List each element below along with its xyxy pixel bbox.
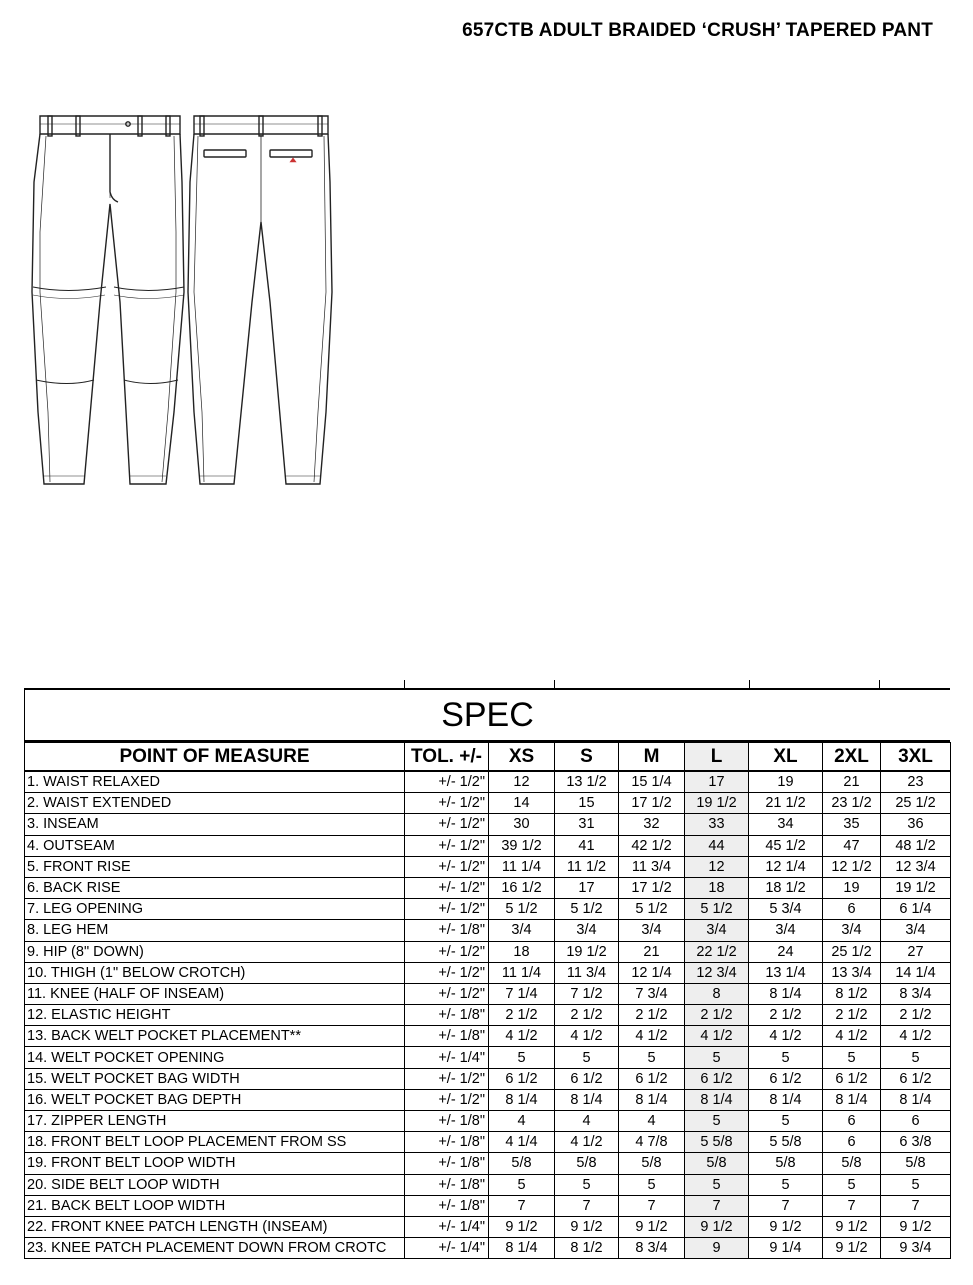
column-header: 3XL — [881, 743, 951, 772]
measure-name: 5. FRONT RISE — [25, 856, 405, 877]
size-value-cell: 34 — [749, 814, 823, 835]
size-value-cell: 5/8 — [823, 1153, 881, 1174]
size-value-cell: 5/8 — [619, 1153, 685, 1174]
size-value-cell: 15 — [555, 793, 619, 814]
size-value-cell: 6 1/2 — [619, 1068, 685, 1089]
size-value-cell: 9 1/2 — [749, 1216, 823, 1237]
size-value-cell: 5 3/4 — [749, 899, 823, 920]
size-value-cell: 5 — [555, 1047, 619, 1068]
rule-tick — [404, 680, 405, 688]
size-value-cell: 14 1/4 — [881, 962, 951, 983]
size-value-cell: 4 — [489, 1111, 555, 1132]
size-value-cell: 8 1/4 — [749, 983, 823, 1004]
measure-name: 22. FRONT KNEE PATCH LENGTH (INSEAM) — [25, 1216, 405, 1237]
size-value-cell: 9 1/2 — [881, 1216, 951, 1237]
size-value-cell: 4 1/4 — [489, 1132, 555, 1153]
size-value-cell: 12 1/4 — [619, 962, 685, 983]
table-row — [25, 983, 951, 1004]
size-value-cell: 17 1/2 — [619, 793, 685, 814]
size-value-cell: 9 1/2 — [619, 1216, 685, 1237]
size-value-cell: 24 — [749, 941, 823, 962]
tolerance-cell: +/- 1/8" — [405, 1195, 489, 1216]
column-header: XL — [749, 743, 823, 772]
table-row — [25, 1216, 951, 1237]
size-value-cell: 4 1/2 — [555, 1132, 619, 1153]
column-header: L — [685, 743, 749, 772]
tolerance-cell: +/- 1/2" — [405, 899, 489, 920]
size-value-cell: 17 1/2 — [619, 877, 685, 898]
size-value-cell: 12 — [489, 771, 555, 793]
size-value-cell: 4 1/2 — [749, 1026, 823, 1047]
table-row — [25, 1132, 951, 1153]
size-value-cell: 3/4 — [823, 920, 881, 941]
tolerance-cell: +/- 1/2" — [405, 941, 489, 962]
measure-name: 9. HIP (8" DOWN) — [25, 941, 405, 962]
size-value-cell: 17 — [685, 771, 749, 793]
size-value-cell: 9 1/2 — [823, 1216, 881, 1237]
table-row — [25, 962, 951, 983]
measure-name: 4. OUTSEAM — [25, 835, 405, 856]
size-value-cell: 27 — [881, 941, 951, 962]
size-value-cell: 9 — [685, 1238, 749, 1259]
size-value-cell: 3/4 — [489, 920, 555, 941]
tolerance-cell: +/- 1/2" — [405, 983, 489, 1004]
size-value-cell: 4 1/2 — [685, 1026, 749, 1047]
table-row — [25, 1068, 951, 1089]
size-value-cell: 45 1/2 — [749, 835, 823, 856]
size-value-cell: 8 1/4 — [555, 1089, 619, 1110]
size-value-cell: 5 — [749, 1111, 823, 1132]
size-value-cell: 2 1/2 — [489, 1005, 555, 1026]
table-row — [25, 793, 951, 814]
size-value-cell: 22 1/2 — [685, 941, 749, 962]
tolerance-cell: +/- 1/8" — [405, 1111, 489, 1132]
size-value-cell: 5 1/2 — [489, 899, 555, 920]
spec-table-section — [24, 680, 950, 1259]
size-value-cell: 8 1/4 — [685, 1089, 749, 1110]
measure-name: 3. INSEAM — [25, 814, 405, 835]
size-value-cell: 8 1/4 — [823, 1089, 881, 1110]
tolerance-cell: +/- 1/2" — [405, 835, 489, 856]
size-value-cell: 5 — [619, 1174, 685, 1195]
size-value-cell: 21 — [823, 771, 881, 793]
measure-name: 6. BACK RISE — [25, 877, 405, 898]
size-value-cell: 5 — [881, 1047, 951, 1068]
size-value-cell: 12 1/4 — [749, 856, 823, 877]
size-value-cell: 5/8 — [555, 1153, 619, 1174]
size-value-cell: 36 — [881, 814, 951, 835]
size-value-cell: 6 1/4 — [881, 899, 951, 920]
measure-name: 19. FRONT BELT LOOP WIDTH — [25, 1153, 405, 1174]
measure-name: 11. KNEE (HALF OF INSEAM) — [25, 983, 405, 1004]
size-value-cell: 4 1/2 — [619, 1026, 685, 1047]
document-title: 657CTB ADULT BRAIDED ‘CRUSH’ TAPERED PANT — [462, 20, 933, 41]
tolerance-cell: +/- 1/4" — [405, 1047, 489, 1068]
measure-name: 8. LEG HEM — [25, 920, 405, 941]
table-row — [25, 835, 951, 856]
tolerance-cell: +/- 1/2" — [405, 1068, 489, 1089]
size-value-cell: 11 1/2 — [555, 856, 619, 877]
size-value-cell: 8 1/2 — [823, 983, 881, 1004]
size-value-cell: 8 1/4 — [749, 1089, 823, 1110]
size-value-cell: 2 1/2 — [881, 1005, 951, 1026]
size-value-cell: 5/8 — [881, 1153, 951, 1174]
size-value-cell: 5 1/2 — [619, 899, 685, 920]
size-value-cell: 7 — [881, 1195, 951, 1216]
measure-name: 13. BACK WELT POCKET PLACEMENT** — [25, 1026, 405, 1047]
tolerance-cell: +/- 1/2" — [405, 1089, 489, 1110]
spec-heading: SPEC — [24, 690, 950, 742]
size-value-cell: 25 1/2 — [881, 793, 951, 814]
size-value-cell: 7 — [749, 1195, 823, 1216]
size-value-cell: 39 1/2 — [489, 835, 555, 856]
size-value-cell: 18 — [685, 877, 749, 898]
size-value-cell: 6 — [881, 1111, 951, 1132]
size-value-cell: 5 1/2 — [555, 899, 619, 920]
size-value-cell: 5/8 — [749, 1153, 823, 1174]
size-value-cell: 5 — [489, 1174, 555, 1195]
size-value-cell: 2 1/2 — [685, 1005, 749, 1026]
size-value-cell: 5 — [881, 1174, 951, 1195]
spec-table — [24, 742, 951, 1259]
size-value-cell: 9 1/2 — [823, 1238, 881, 1259]
spec-header-row — [25, 743, 951, 772]
size-value-cell: 11 3/4 — [619, 856, 685, 877]
tolerance-cell: +/- 1/2" — [405, 814, 489, 835]
tolerance-cell: +/- 1/2" — [405, 856, 489, 877]
size-value-cell: 5 5/8 — [685, 1132, 749, 1153]
tolerance-cell: +/- 1/8" — [405, 1153, 489, 1174]
column-header: M — [619, 743, 685, 772]
measure-name: 18. FRONT BELT LOOP PLACEMENT FROM SS — [25, 1132, 405, 1153]
table-row — [25, 1089, 951, 1110]
size-value-cell: 3/4 — [749, 920, 823, 941]
table-row — [25, 1238, 951, 1259]
size-value-cell: 16 1/2 — [489, 877, 555, 898]
size-value-cell: 6 1/2 — [489, 1068, 555, 1089]
size-value-cell: 19 1/2 — [555, 941, 619, 962]
size-value-cell: 4 1/2 — [489, 1026, 555, 1047]
size-value-cell: 12 3/4 — [685, 962, 749, 983]
column-header: 2XL — [823, 743, 881, 772]
table-row — [25, 1111, 951, 1132]
size-value-cell: 8 1/4 — [489, 1238, 555, 1259]
size-value-cell: 6 1/2 — [881, 1068, 951, 1089]
tolerance-cell: +/- 1/2" — [405, 877, 489, 898]
size-value-cell: 5 — [749, 1174, 823, 1195]
pant-back-view — [188, 116, 332, 484]
pant-front-view — [32, 116, 184, 484]
table-row — [25, 1174, 951, 1195]
tolerance-cell: +/- 1/4" — [405, 1216, 489, 1237]
size-value-cell: 17 — [555, 877, 619, 898]
size-value-cell: 2 1/2 — [823, 1005, 881, 1026]
column-header: TOL. +/- — [405, 743, 489, 772]
table-row — [25, 899, 951, 920]
size-value-cell: 7 1/4 — [489, 983, 555, 1004]
size-value-cell: 6 — [823, 1111, 881, 1132]
size-value-cell: 4 1/2 — [555, 1026, 619, 1047]
size-value-cell: 13 3/4 — [823, 962, 881, 983]
measure-name: 1. WAIST RELAXED — [25, 771, 405, 793]
size-value-cell: 18 1/2 — [749, 877, 823, 898]
table-row — [25, 920, 951, 941]
table-row — [25, 1047, 951, 1068]
size-value-cell: 19 — [749, 771, 823, 793]
size-value-cell: 2 1/2 — [619, 1005, 685, 1026]
size-value-cell: 42 1/2 — [619, 835, 685, 856]
size-value-cell: 47 — [823, 835, 881, 856]
size-value-cell: 7 — [555, 1195, 619, 1216]
size-value-cell: 18 — [489, 941, 555, 962]
size-value-cell: 12 — [685, 856, 749, 877]
measure-name: 20. SIDE BELT LOOP WIDTH — [25, 1174, 405, 1195]
size-value-cell: 12 3/4 — [881, 856, 951, 877]
tolerance-cell: +/- 1/2" — [405, 771, 489, 793]
size-value-cell: 5 — [823, 1047, 881, 1068]
measure-name: 17. ZIPPER LENGTH — [25, 1111, 405, 1132]
size-value-cell: 4 1/2 — [881, 1026, 951, 1047]
rule-tick — [554, 680, 555, 688]
size-value-cell: 5 — [685, 1111, 749, 1132]
measure-name: 10. THIGH (1" BELOW CROTCH) — [25, 962, 405, 983]
size-value-cell: 4 — [555, 1111, 619, 1132]
tolerance-cell: +/- 1/2" — [405, 793, 489, 814]
size-value-cell: 8 1/2 — [555, 1238, 619, 1259]
size-value-cell: 5 — [685, 1047, 749, 1068]
size-value-cell: 8 1/4 — [881, 1089, 951, 1110]
measure-name: 12. ELASTIC HEIGHT — [25, 1005, 405, 1026]
size-value-cell: 31 — [555, 814, 619, 835]
measure-name: 15. WELT POCKET BAG WIDTH — [25, 1068, 405, 1089]
size-value-cell: 5 — [823, 1174, 881, 1195]
size-value-cell: 44 — [685, 835, 749, 856]
size-value-cell: 6 1/2 — [685, 1068, 749, 1089]
size-value-cell: 9 1/2 — [685, 1216, 749, 1237]
size-value-cell: 9 1/2 — [555, 1216, 619, 1237]
size-value-cell: 5 — [619, 1047, 685, 1068]
table-row — [25, 814, 951, 835]
rule-tick — [749, 680, 750, 688]
measure-name: 7. LEG OPENING — [25, 899, 405, 920]
size-value-cell: 6 1/2 — [823, 1068, 881, 1089]
table-row — [25, 1005, 951, 1026]
size-value-cell: 5 — [489, 1047, 555, 1068]
table-row — [25, 1026, 951, 1047]
size-value-cell: 7 — [619, 1195, 685, 1216]
tolerance-cell: +/- 1/8" — [405, 1005, 489, 1026]
size-value-cell: 6 3/8 — [881, 1132, 951, 1153]
size-value-cell: 8 — [685, 983, 749, 1004]
size-value-cell: 19 1/2 — [685, 793, 749, 814]
size-value-cell: 5 — [685, 1174, 749, 1195]
size-value-cell: 8 3/4 — [881, 983, 951, 1004]
size-value-cell: 19 — [823, 877, 881, 898]
tolerance-cell: +/- 1/8" — [405, 1174, 489, 1195]
table-row — [25, 856, 951, 877]
size-value-cell: 32 — [619, 814, 685, 835]
size-value-cell: 35 — [823, 814, 881, 835]
measure-name: 14. WELT POCKET OPENING — [25, 1047, 405, 1068]
size-value-cell: 6 1/2 — [555, 1068, 619, 1089]
size-value-cell: 13 1/2 — [555, 771, 619, 793]
rule-tick — [879, 680, 880, 688]
size-value-cell: 2 1/2 — [749, 1005, 823, 1026]
size-value-cell: 11 1/4 — [489, 962, 555, 983]
size-value-cell: 11 3/4 — [555, 962, 619, 983]
table-row — [25, 771, 951, 793]
size-value-cell: 7 3/4 — [619, 983, 685, 1004]
size-value-cell: 5 5/8 — [749, 1132, 823, 1153]
spec-table-body — [25, 771, 951, 1259]
size-value-cell: 25 1/2 — [823, 941, 881, 962]
size-value-cell: 5 — [749, 1047, 823, 1068]
size-value-cell: 4 7/8 — [619, 1132, 685, 1153]
size-value-cell: 12 1/2 — [823, 856, 881, 877]
size-value-cell: 2 1/2 — [555, 1005, 619, 1026]
size-value-cell: 7 — [685, 1195, 749, 1216]
measure-name: 16. WELT POCKET BAG DEPTH — [25, 1089, 405, 1110]
size-value-cell: 21 — [619, 941, 685, 962]
column-header: XS — [489, 743, 555, 772]
size-value-cell: 21 1/2 — [749, 793, 823, 814]
size-value-cell: 7 — [823, 1195, 881, 1216]
tolerance-cell: +/- 1/2" — [405, 962, 489, 983]
size-value-cell: 33 — [685, 814, 749, 835]
size-value-cell: 3/4 — [619, 920, 685, 941]
size-value-cell: 3/4 — [555, 920, 619, 941]
size-value-cell: 9 1/4 — [749, 1238, 823, 1259]
size-value-cell: 19 1/2 — [881, 877, 951, 898]
size-value-cell: 7 1/2 — [555, 983, 619, 1004]
tolerance-cell: +/- 1/8" — [405, 920, 489, 941]
size-value-cell: 5 1/2 — [685, 899, 749, 920]
size-value-cell: 11 1/4 — [489, 856, 555, 877]
size-value-cell: 48 1/2 — [881, 835, 951, 856]
tolerance-cell: +/- 1/4" — [405, 1238, 489, 1259]
table-row — [25, 1153, 951, 1174]
tolerance-cell: +/- 1/8" — [405, 1132, 489, 1153]
measure-name: 2. WAIST EXTENDED — [25, 793, 405, 814]
size-value-cell: 6 1/2 — [749, 1068, 823, 1089]
measure-name: 23. KNEE PATCH PLACEMENT DOWN FROM CROTC — [25, 1238, 405, 1259]
size-value-cell: 23 — [881, 771, 951, 793]
size-value-cell: 6 — [823, 899, 881, 920]
size-value-cell: 7 — [489, 1195, 555, 1216]
column-header: POINT OF MEASURE — [25, 743, 405, 772]
size-value-cell: 13 1/4 — [749, 962, 823, 983]
size-value-cell: 5 — [555, 1174, 619, 1195]
size-value-cell: 9 3/4 — [881, 1238, 951, 1259]
size-value-cell: 8 1/4 — [619, 1089, 685, 1110]
size-value-cell: 5/8 — [489, 1153, 555, 1174]
size-value-cell: 8 1/4 — [489, 1089, 555, 1110]
size-value-cell: 6 — [823, 1132, 881, 1153]
size-value-cell: 5/8 — [685, 1153, 749, 1174]
size-value-cell: 23 1/2 — [823, 793, 881, 814]
size-value-cell: 41 — [555, 835, 619, 856]
table-row — [25, 1195, 951, 1216]
table-row — [25, 877, 951, 898]
column-header: S — [555, 743, 619, 772]
pant-flat-sketch — [28, 112, 334, 492]
size-value-cell: 14 — [489, 793, 555, 814]
size-value-cell: 8 3/4 — [619, 1238, 685, 1259]
size-value-cell: 9 1/2 — [489, 1216, 555, 1237]
table-row — [25, 941, 951, 962]
top-rule — [24, 680, 950, 690]
size-value-cell: 4 — [619, 1111, 685, 1132]
size-value-cell: 4 1/2 — [823, 1026, 881, 1047]
size-value-cell: 3/4 — [881, 920, 951, 941]
size-value-cell: 30 — [489, 814, 555, 835]
size-value-cell: 15 1/4 — [619, 771, 685, 793]
tolerance-cell: +/- 1/8" — [405, 1026, 489, 1047]
size-value-cell: 3/4 — [685, 920, 749, 941]
measure-name: 21. BACK BELT LOOP WIDTH — [25, 1195, 405, 1216]
